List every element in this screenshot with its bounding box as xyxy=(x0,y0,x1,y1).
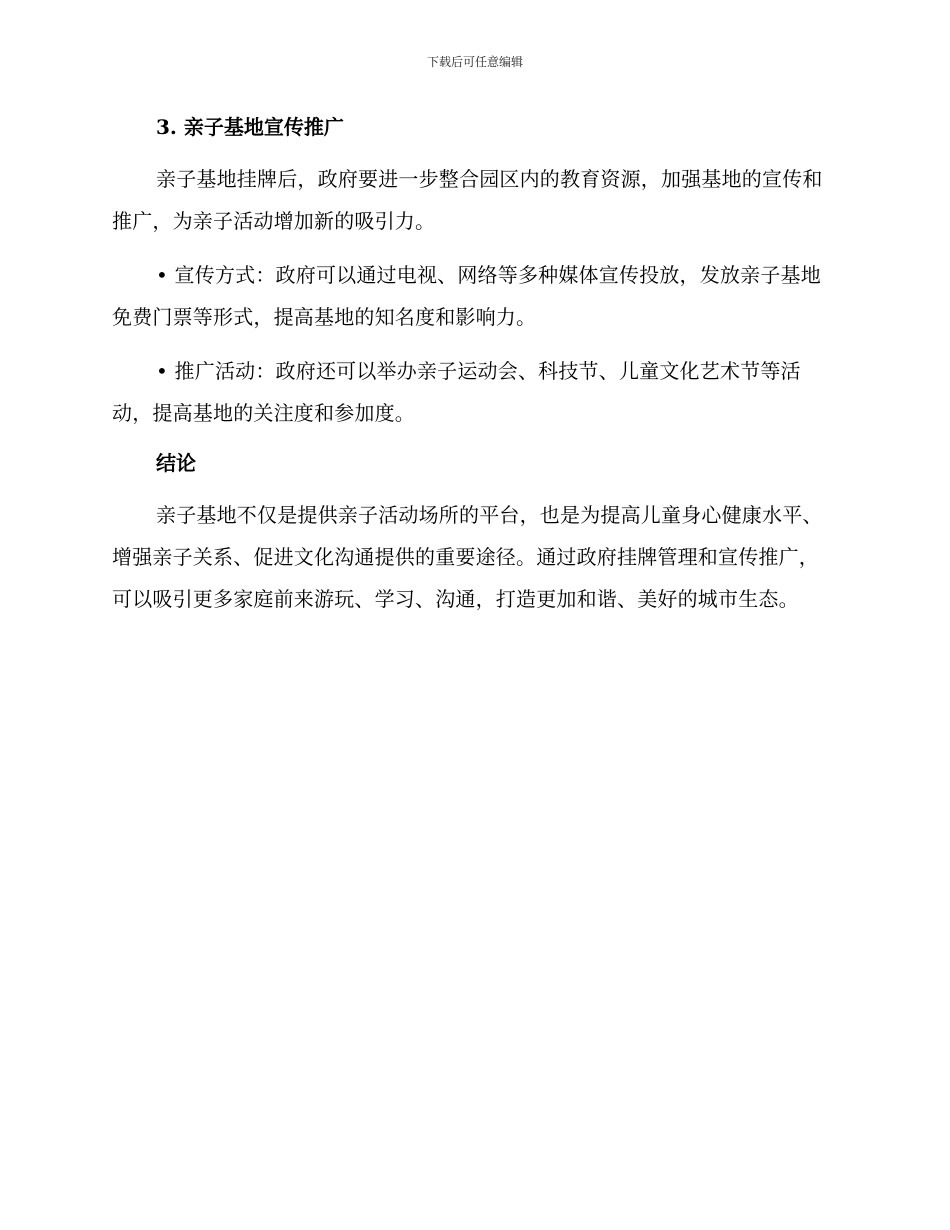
bullet-publicity-methods: • 宣传方式：政府可以通过电视、网络等多种媒体宣传投放，发放亲子基地免费门票等形式，提高基地的知名度和影响力。 xyxy=(112,263,821,329)
section-heading: 3. 亲子基地宣传推广 xyxy=(156,115,344,139)
conclusion-paragraph: 亲子基地不仅是提供亲子活动场所的平台，也是为提高儿童身心健康水平、增强亲子关系、促进文化沟通提供的重要途径。通过政府挂牌管理和宣传推广，可以吸引更多家庭前来游玩、学习、沟通，打造更加和谐、美好的城市生态。 xyxy=(112,503,823,611)
bullet-promotion-activities: • 推广活动：政府还可以举办亲子运动会、科技节、儿童文化艺术节等活动，提高基地的关注度和参加度。 xyxy=(112,359,801,425)
page-header-note: 下载后可任意编辑 xyxy=(426,55,523,69)
section-intro-paragraph: 亲子基地挂牌后，政府要进一步整合园区内的教育资源，加强基地的宣传和推广，为亲子活动增加新的吸引力。 xyxy=(112,167,823,233)
conclusion-heading: 结论 xyxy=(156,451,196,475)
document-body xyxy=(112,110,830,632)
